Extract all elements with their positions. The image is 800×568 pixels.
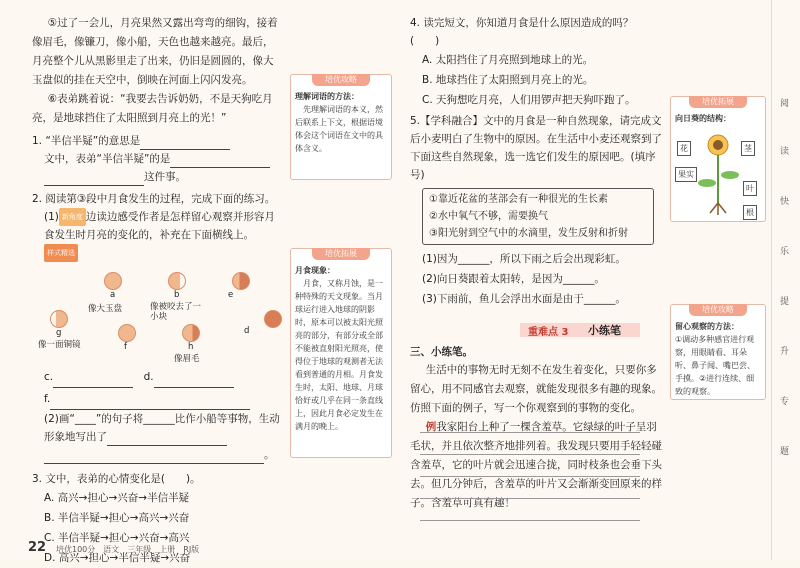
- answer-line[interactable]: [140, 137, 230, 150]
- moon-label-g: g: [56, 328, 62, 338]
- moon-phase-diagram: [32, 262, 280, 366]
- moon-label-a: a: [110, 290, 116, 300]
- edge-char: 提: [780, 297, 790, 307]
- option-4a[interactable]: A. 太阳挡住了月亮照到地球上的光。: [422, 54, 594, 66]
- answer-5-1[interactable]: (1)因为______，所以下雨之后会出现彩虹。: [422, 253, 626, 265]
- question-4: 4. 读完短文，你知道月食是什么原因造成的吗？( ): [410, 17, 634, 47]
- answer-5-3[interactable]: (3)下雨前，鱼儿会浮出水面是由于______。: [422, 293, 626, 305]
- extension-header: 培优拓展: [312, 248, 370, 260]
- moon-c: [232, 272, 250, 290]
- moon-b: [168, 272, 186, 290]
- extension-title: 月食现象：: [295, 266, 335, 275]
- section-tag: 重难点 3: [528, 327, 569, 338]
- sample-badge: 样式精选: [44, 244, 78, 262]
- reason-2: ②水中氧气不够，需要换气: [429, 211, 548, 222]
- footer-text: 培优100分 语文 三年级 上册 RJ版: [56, 545, 200, 554]
- option-d[interactable]: D. 高兴→担心→半信半疑→兴奋: [44, 552, 191, 564]
- new-angle-tag: 新角度: [59, 208, 86, 226]
- section-3-title: 三、小练笔。: [410, 346, 473, 358]
- question-2: 2. 阅读第③段中月食发生的过程，完成下面的练习。: [32, 193, 276, 205]
- paragraph-6: ⑥表弟跳着说：“我要去告诉奶奶，不是天狗吃月亮，是地球挡住了太阳照到月亮上的光！”: [32, 93, 273, 124]
- edge-char: 升: [780, 347, 790, 357]
- reason-options-box: [422, 188, 654, 245]
- moon-label-e: e: [228, 290, 234, 300]
- edge-char: 读: [780, 147, 790, 157]
- answer-5-2[interactable]: (2)向日葵跟着太阳转，是因为______。: [422, 273, 605, 285]
- extension-box-sunflower: [670, 96, 766, 222]
- extension-box-eclipse: [290, 248, 392, 458]
- label-c: c.: [44, 371, 54, 383]
- moon-f: [118, 324, 136, 342]
- moon-h: [182, 324, 200, 342]
- page-number: 22: [28, 540, 47, 555]
- moon-text-g: 像一面铜镜: [38, 340, 81, 350]
- moon-label-d: d: [244, 326, 250, 336]
- observation-title: 留心观察的方法：: [675, 322, 739, 331]
- tip-body: 先理解词语的本义，然后联系上下文，根据语境体会这个词语在文中的具体含义。: [295, 105, 383, 153]
- question-5: 5.【学科融合】文中的月食是一种自然现象，请完成文后小麦明白了生物中的原因。在生活中小麦还观察到了下面这些自然现象，选一选它们发生的原因吧。(填序号): [410, 115, 662, 181]
- answer-line[interactable]: [154, 375, 234, 388]
- reason-1: ①靠近花盆的茎部会有一种很光的生长素: [429, 194, 608, 205]
- moon-d: [264, 310, 282, 328]
- edge-index: [771, 0, 800, 560]
- section-title: 小练笔: [588, 324, 621, 337]
- tip-box-observation: [670, 304, 766, 400]
- question-2-1: 边读边感受作者是怎样留心观察并形容月食发生时月亮的变化的，补充在下面横线上。: [44, 211, 275, 241]
- option-a[interactable]: A. 高兴→担心→兴奋→半信半疑: [44, 492, 190, 504]
- writing-line[interactable]: [420, 432, 640, 433]
- label-root: 根: [743, 205, 757, 220]
- reason-3: ③阳光射到空气中的水滴里，发生反射和折射: [429, 228, 628, 239]
- option-4c[interactable]: C. 天狗想吃月亮，人们用锣声把天狗吓跑了。: [422, 94, 636, 106]
- tip-title: 理解词语的方法：: [295, 92, 359, 101]
- label-leaf: 叶: [743, 181, 757, 196]
- question-1: 1. “半信半疑”的意思是: [32, 135, 141, 147]
- edge-char: 题: [780, 447, 790, 457]
- extension-body: 月食，又称月蚀，是一种特殊的天文现象。当月球运行进入地球的阴影时，原本可以被太阳光照亮的部分，有部分或全部不能被直射阳光照亮，使得位于地球的观测者无法看到普通的月相。月食发生时，太阳、地球、月球恰好或几乎在同一条直线上，因此月食必定发生在满月的晚上。: [295, 279, 383, 431]
- example-label: 例: [425, 421, 437, 433]
- answer-line[interactable]: [44, 173, 144, 186]
- answer-line[interactable]: [107, 433, 227, 446]
- writing-line[interactable]: [420, 454, 640, 455]
- moon-a: [104, 272, 122, 290]
- question-3: 3. 文中，表弟的心情变化是( )。: [32, 473, 201, 485]
- answer-line[interactable]: [53, 375, 133, 388]
- observation-body: ①调动多种感官进行观察，用眼睛看、耳朵听、鼻子闻、嘴巴尝、手摸。②进行连续、细致的观察。: [675, 335, 755, 396]
- moon-text-a: 像大玉盘: [88, 304, 123, 314]
- moon-text-h: 像眉毛: [174, 354, 200, 364]
- option-4b[interactable]: B. 地球挡住了太阳照到月亮上的光。: [422, 74, 594, 86]
- moon-label-h: h: [188, 342, 194, 352]
- edge-char: 快: [780, 197, 790, 207]
- moon-g: [50, 310, 68, 328]
- label-stem: 茎: [741, 141, 755, 156]
- section-header: [410, 317, 662, 343]
- writing-line[interactable]: [420, 476, 640, 477]
- answer-line[interactable]: [44, 451, 264, 464]
- tip-header: 培优攻略: [312, 74, 370, 86]
- sunflower-header: 培优拓展: [689, 96, 747, 108]
- left-column: ⑤过了一会儿，月亮果然又露出弯弯的细钩，接着像眉毛，像镰刀，像小船，天色也越来越亮。最后，月亮整个儿从黑影里走了出来，仍旧是圆圆的，像大玉盘似的挂在天空中，倒映在河面上闪闪发亮。 ⑥表弟跳着说：“我要去告诉奶奶，不是天狗吃月亮，是地球挡住了太阳照到月亮上的光！” 1. “半信半疑”的意思是 文中，表弟“半信半疑”的是 这件事。 2. 阅读第③段中月食发生的过程，完成下面的练习。 (1) 新角度 边读边感受作者是怎样留心观察并形容月食发生时月亮的变化的，补充在下面横线上。 样式精选 a 像大玉盘 b 像被咬去了一小块 e d g 像一面铜镜 f h 像眉毛 c. d. f. (2)画“____”的句子将______比作小船等事物，生动形象地写出了 。 3. 文中，表弟的心情变化是( )。 A. 高兴→担心→兴奋→半信半疑 B. 半信半疑→担心→高兴→兴奋 C. 半信半疑→担心→兴奋→高兴 D. 高兴→担心→半信半疑→兴奋: [32, 14, 280, 568]
- question-1b: 文中，表弟“半信半疑”的是: [44, 153, 171, 165]
- label-flower: 花: [677, 141, 691, 156]
- example-text: 我家阳台上种了一棵含羞草。它绿绿的叶子呈羽毛状，并且依次整齐地排列着。我发现只要用手轻轻碰含羞草，它的叶片就会迅速合拢，同时枝条也会垂下头去。但几分钟后，含羞草的叶片又会渐渐变回原来的样子。含羞草可真有趣！: [410, 421, 662, 509]
- paragraph-5: ⑤过了一会儿，月亮果然又露出弯弯的细钩，接着像眉毛，像镰刀，像小船，天色也越来越亮。最后，月亮整个儿从黑影里走了出来，仍旧是圆圆的，像大玉盘似的挂在天空中，倒映在河面上闪闪发亮。: [32, 17, 278, 86]
- label-d: d.: [143, 371, 154, 383]
- writing-line[interactable]: [420, 520, 640, 521]
- tip-box-words: [290, 74, 392, 180]
- option-b[interactable]: B. 半信半疑→担心→高兴→兴奋: [44, 512, 190, 524]
- answer-line[interactable]: [50, 397, 250, 410]
- option-c[interactable]: C. 半信半疑→担心→兴奋→高兴: [44, 532, 190, 544]
- question-1c: 这件事。: [144, 171, 186, 183]
- right-column: [410, 14, 662, 513]
- edge-char: 乐: [780, 247, 790, 257]
- label-f: f.: [44, 393, 51, 405]
- answer-line[interactable]: [170, 155, 270, 168]
- moon-text-b: 像被咬去了一小块: [150, 302, 202, 322]
- sunflower-title: 向日葵的结构：: [675, 114, 731, 123]
- observation-header: 培优攻略: [689, 304, 747, 316]
- edge-char: 阅: [780, 99, 790, 109]
- sub-number: (1): [44, 211, 59, 223]
- moon-label-f: f: [124, 342, 127, 352]
- essay-instructions: 生活中的事物无时无刻不在发生着变化，只要你多留心，用不同感官去观察，就能发现很多有趣的现象。仿照下面的例子，写一个你观察到的事物的变化。: [410, 364, 662, 414]
- moon-label-b: b: [174, 290, 180, 300]
- label-fruit: 果实: [675, 167, 697, 182]
- writing-line[interactable]: [420, 498, 640, 499]
- question-2-2: (2)画“____”的句子将______比作小船等事物，生动形象地写出了: [44, 413, 280, 443]
- edge-char: 专: [780, 397, 790, 407]
